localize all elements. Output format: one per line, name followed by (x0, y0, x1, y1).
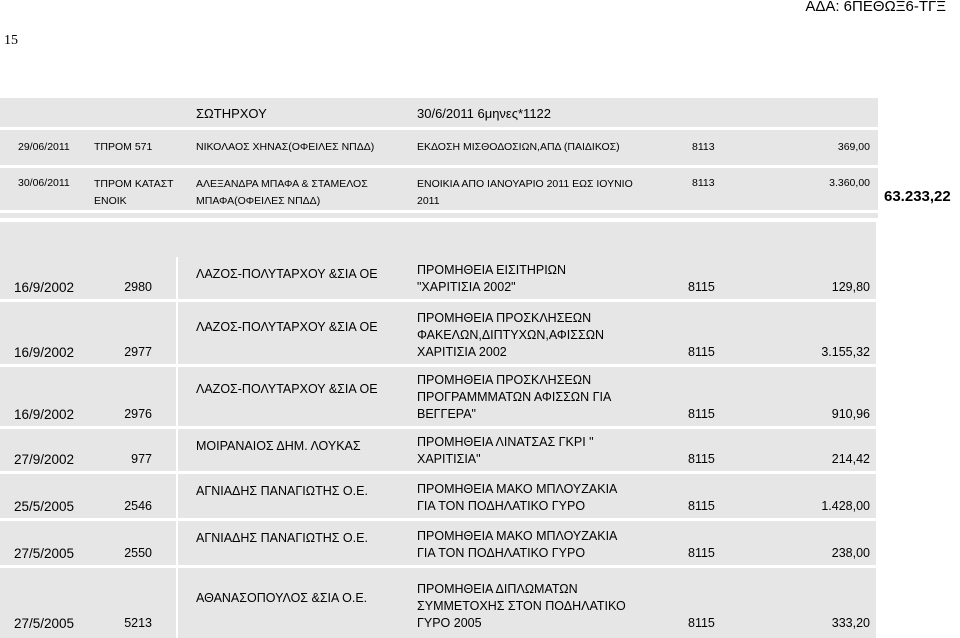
row2-ref: ΤΠΡΟΜ 571 (94, 141, 153, 153)
row-date: 27/5/2005 (14, 616, 75, 631)
row2-supplier: ΝΙΚΟΛΑΟΣ ΧΗΝΑΣ(ΟΦΕΙΛΕΣ ΝΠΔΔ) (196, 141, 375, 153)
row2-amount: 369,00 (837, 141, 870, 153)
row3-ref-line1: ΤΠΡΟΜ ΚΑΤΑΣΤ (94, 178, 174, 190)
row-description-line: ΓΙΑ ΤΟΝ ΠΟΔΗΛΑΤΙΚΟ ΓΥΡΟ (417, 499, 586, 513)
row-amount: 214,42 (831, 452, 870, 466)
row-description (417, 434, 594, 468)
row-amount: 129,80 (831, 280, 870, 294)
row-supplier: ΛΑΖΟΣ-ΠΟΛΥΤΑΡΧΟΥ &ΣΙΑ ΟΕ (196, 320, 378, 334)
row-separator (0, 471, 878, 474)
row-description-line: ΠΡΟΜΗΘΕΙΑ ΠΡΟΣΚΛΗΣΕΩΝ (417, 373, 592, 387)
row-description-line: ΠΡΟΜΗΘΕΙΑ ΜΑΚΟ ΜΠΛΟΥΖΑΚΙΑ (417, 529, 618, 543)
grand-total: 63.233,22 (884, 188, 951, 205)
row-description-line: ΓΥΡΟ 2005 (417, 616, 482, 630)
row-number: 2550 (124, 546, 152, 560)
row3-ref-line2: ΕΝΟΙΚ (94, 195, 127, 207)
row3-desc (417, 176, 633, 210)
lower-left-divider (176, 257, 178, 638)
row-code: 8115 (688, 616, 715, 630)
row-code: 8115 (688, 499, 715, 513)
row-description-line: ΒΕΓΓΕΡΑ" (417, 407, 476, 421)
row3-supplier (196, 176, 368, 210)
band-separator (0, 127, 878, 130)
row-amount: 333,20 (831, 616, 870, 630)
row-separator (0, 426, 878, 429)
row-date: 25/5/2005 (14, 499, 75, 514)
row2-date: 29/06/2011 (18, 141, 70, 153)
row-amount: 1.428,00 (821, 499, 870, 513)
row-description (417, 581, 626, 632)
row-supplier: ΑΓΝΙΑΔΗΣ ΠΑΝΑΓΙΩΤΗΣ Ο.Ε. (196, 484, 368, 498)
lower-right-edge (876, 222, 878, 638)
row-date: 27/9/2002 (14, 452, 75, 467)
row-description-line: ΧΑΡΙΤΙΣΙΑ 2002 (417, 345, 507, 359)
row-date: 16/9/2002 (14, 280, 75, 295)
row-supplier: ΑΘΑΝΑΣΟΠΟΥΛΟΣ &ΣΙΑ Ο.Ε. (196, 591, 368, 605)
row3-ref (94, 176, 174, 210)
row3-supplier-line2: ΜΠΑΦΑ(ΟΦΕΙΛΕΣ ΝΠΔΔ) (196, 195, 321, 207)
row-description-line: ΠΡΟΜΗΘΕΙΑ ΔΙΠΛΩΜΑΤΩΝ (417, 582, 578, 596)
row2-code: 8113 (692, 141, 715, 153)
row-number: 977 (131, 452, 152, 466)
band-separator (0, 165, 878, 168)
row3-desc-line2: 2011 (417, 195, 440, 207)
row-code: 8115 (688, 546, 715, 560)
row-code: 8115 (688, 345, 715, 359)
row-code: 8115 (688, 452, 715, 466)
row-description-line: ΠΡΟΜΗΘΕΙΑ ΜΑΚΟ ΜΠΛΟΥΖΑΚΙΑ (417, 482, 618, 496)
row-date: 16/9/2002 (14, 407, 75, 422)
row-separator (0, 518, 878, 521)
row3-date: 30/06/2011 (18, 177, 70, 189)
row-separator (0, 565, 878, 568)
row-number: 5213 (124, 616, 152, 630)
ada-header: ΑΔΑ: 6ΠΕΘΩΞ6-ΤΓΞ (805, 0, 946, 15)
row-supplier: ΜΟΙΡΑΝΑΙΟΣ ΔΗΜ. ΛΟΥΚΑΣ (196, 439, 361, 453)
row-number: 2546 (124, 499, 152, 513)
band-separator (0, 210, 878, 213)
row-description-line: ΣΥΜΜΕΤΟΧΗΣ ΣΤΟΝ ΠΟΔΗΛΑΤΙΚΟ (417, 599, 626, 613)
row-number: 2976 (124, 407, 152, 421)
row3-desc-line1: ΕΝΟΙΚΙΑ ΑΠΟ ΙΑΝΟΥΑΡΙΟ 2011 ΕΩΣ ΙΟΥΝΙΟ (417, 178, 633, 190)
row-number: 2977 (124, 345, 152, 359)
row-description-line: "ΧΑΡΙΤΙΣΙΑ 2002" (417, 280, 516, 294)
row-number: 2980 (124, 280, 152, 294)
page-number: 15 (4, 33, 18, 48)
row3-amount: 3.360,00 (829, 177, 870, 189)
row-description (417, 528, 617, 562)
row-description (417, 262, 566, 296)
row-description (417, 481, 617, 515)
row1-name: ΣΩΤΗΡΧΟΥ (196, 106, 267, 121)
row-amount: 910,96 (831, 407, 870, 421)
row-description-line: ΠΡΟΜΗΘΕΙΑ ΠΡΟΣΚΛΗΣΕΩΝ (417, 311, 592, 325)
row2-desc: ΕΚΔΟΣΗ ΜΙΣΘΟΔΟΣΙΩΝ,ΑΠΔ (ΠΑΙΔΙΚΟΣ) (417, 141, 620, 153)
row-date: 27/5/2005 (14, 546, 75, 561)
row-supplier: ΑΓΝΙΑΔΗΣ ΠΑΝΑΓΙΩΤΗΣ Ο.Ε. (196, 531, 368, 545)
row-amount: 238,00 (831, 546, 870, 560)
row3-supplier-line1: ΑΛΕΞΑΝΔΡΑ ΜΠΑΦΑ & ΣΤΑΜΕΛΟΣ (196, 178, 368, 190)
row-amount: 3.155,32 (821, 345, 870, 359)
row3-code: 8113 (692, 177, 715, 189)
row-supplier: ΛΑΖΟΣ-ΠΟΛΥΤΑΡΧΟΥ &ΣΙΑ ΟΕ (196, 267, 378, 281)
row-description-line: ΓΙΑ ΤΟΝ ΠΟΔΗΛΑΤΙΚΟ ΓΥΡΟ (417, 546, 586, 560)
row-description-line: ΧΑΡΙΤΙΣΙΑ" (417, 452, 481, 466)
row-code: 8115 (688, 280, 715, 294)
row-separator (0, 299, 878, 302)
row-description-line: ΦΑΚΕΛΩΝ,ΔΙΠΤΥΧΩΝ,ΑΦΙΣΣΩΝ (417, 328, 605, 342)
row-description-line: ΠΡΟΜΗΘΕΙΑ ΛΙΝΑΤΣΑΣ ΓΚΡΙ " (417, 435, 594, 449)
row-description (417, 372, 611, 423)
row-supplier: ΛΑΖΟΣ-ΠΟΛΥΤΑΡΧΟΥ &ΣΙΑ ΟΕ (196, 382, 378, 396)
row-code: 8115 (688, 407, 715, 421)
row-date: 16/9/2002 (14, 345, 75, 360)
row-description-line: ΠΡΟΓΡΑΜΜΜΑΤΩΝ ΑΦΙΣΣΩΝ ΓΙΑ (417, 390, 612, 404)
row1-date-info: 30/6/2011 6μηνες*1122 (417, 106, 552, 121)
row-separator (0, 364, 878, 367)
row-description (417, 310, 604, 361)
row-description-line: ΠΡΟΜΗΘΕΙΑ ΕΙΣΙΤΗΡΙΩΝ (417, 263, 567, 277)
